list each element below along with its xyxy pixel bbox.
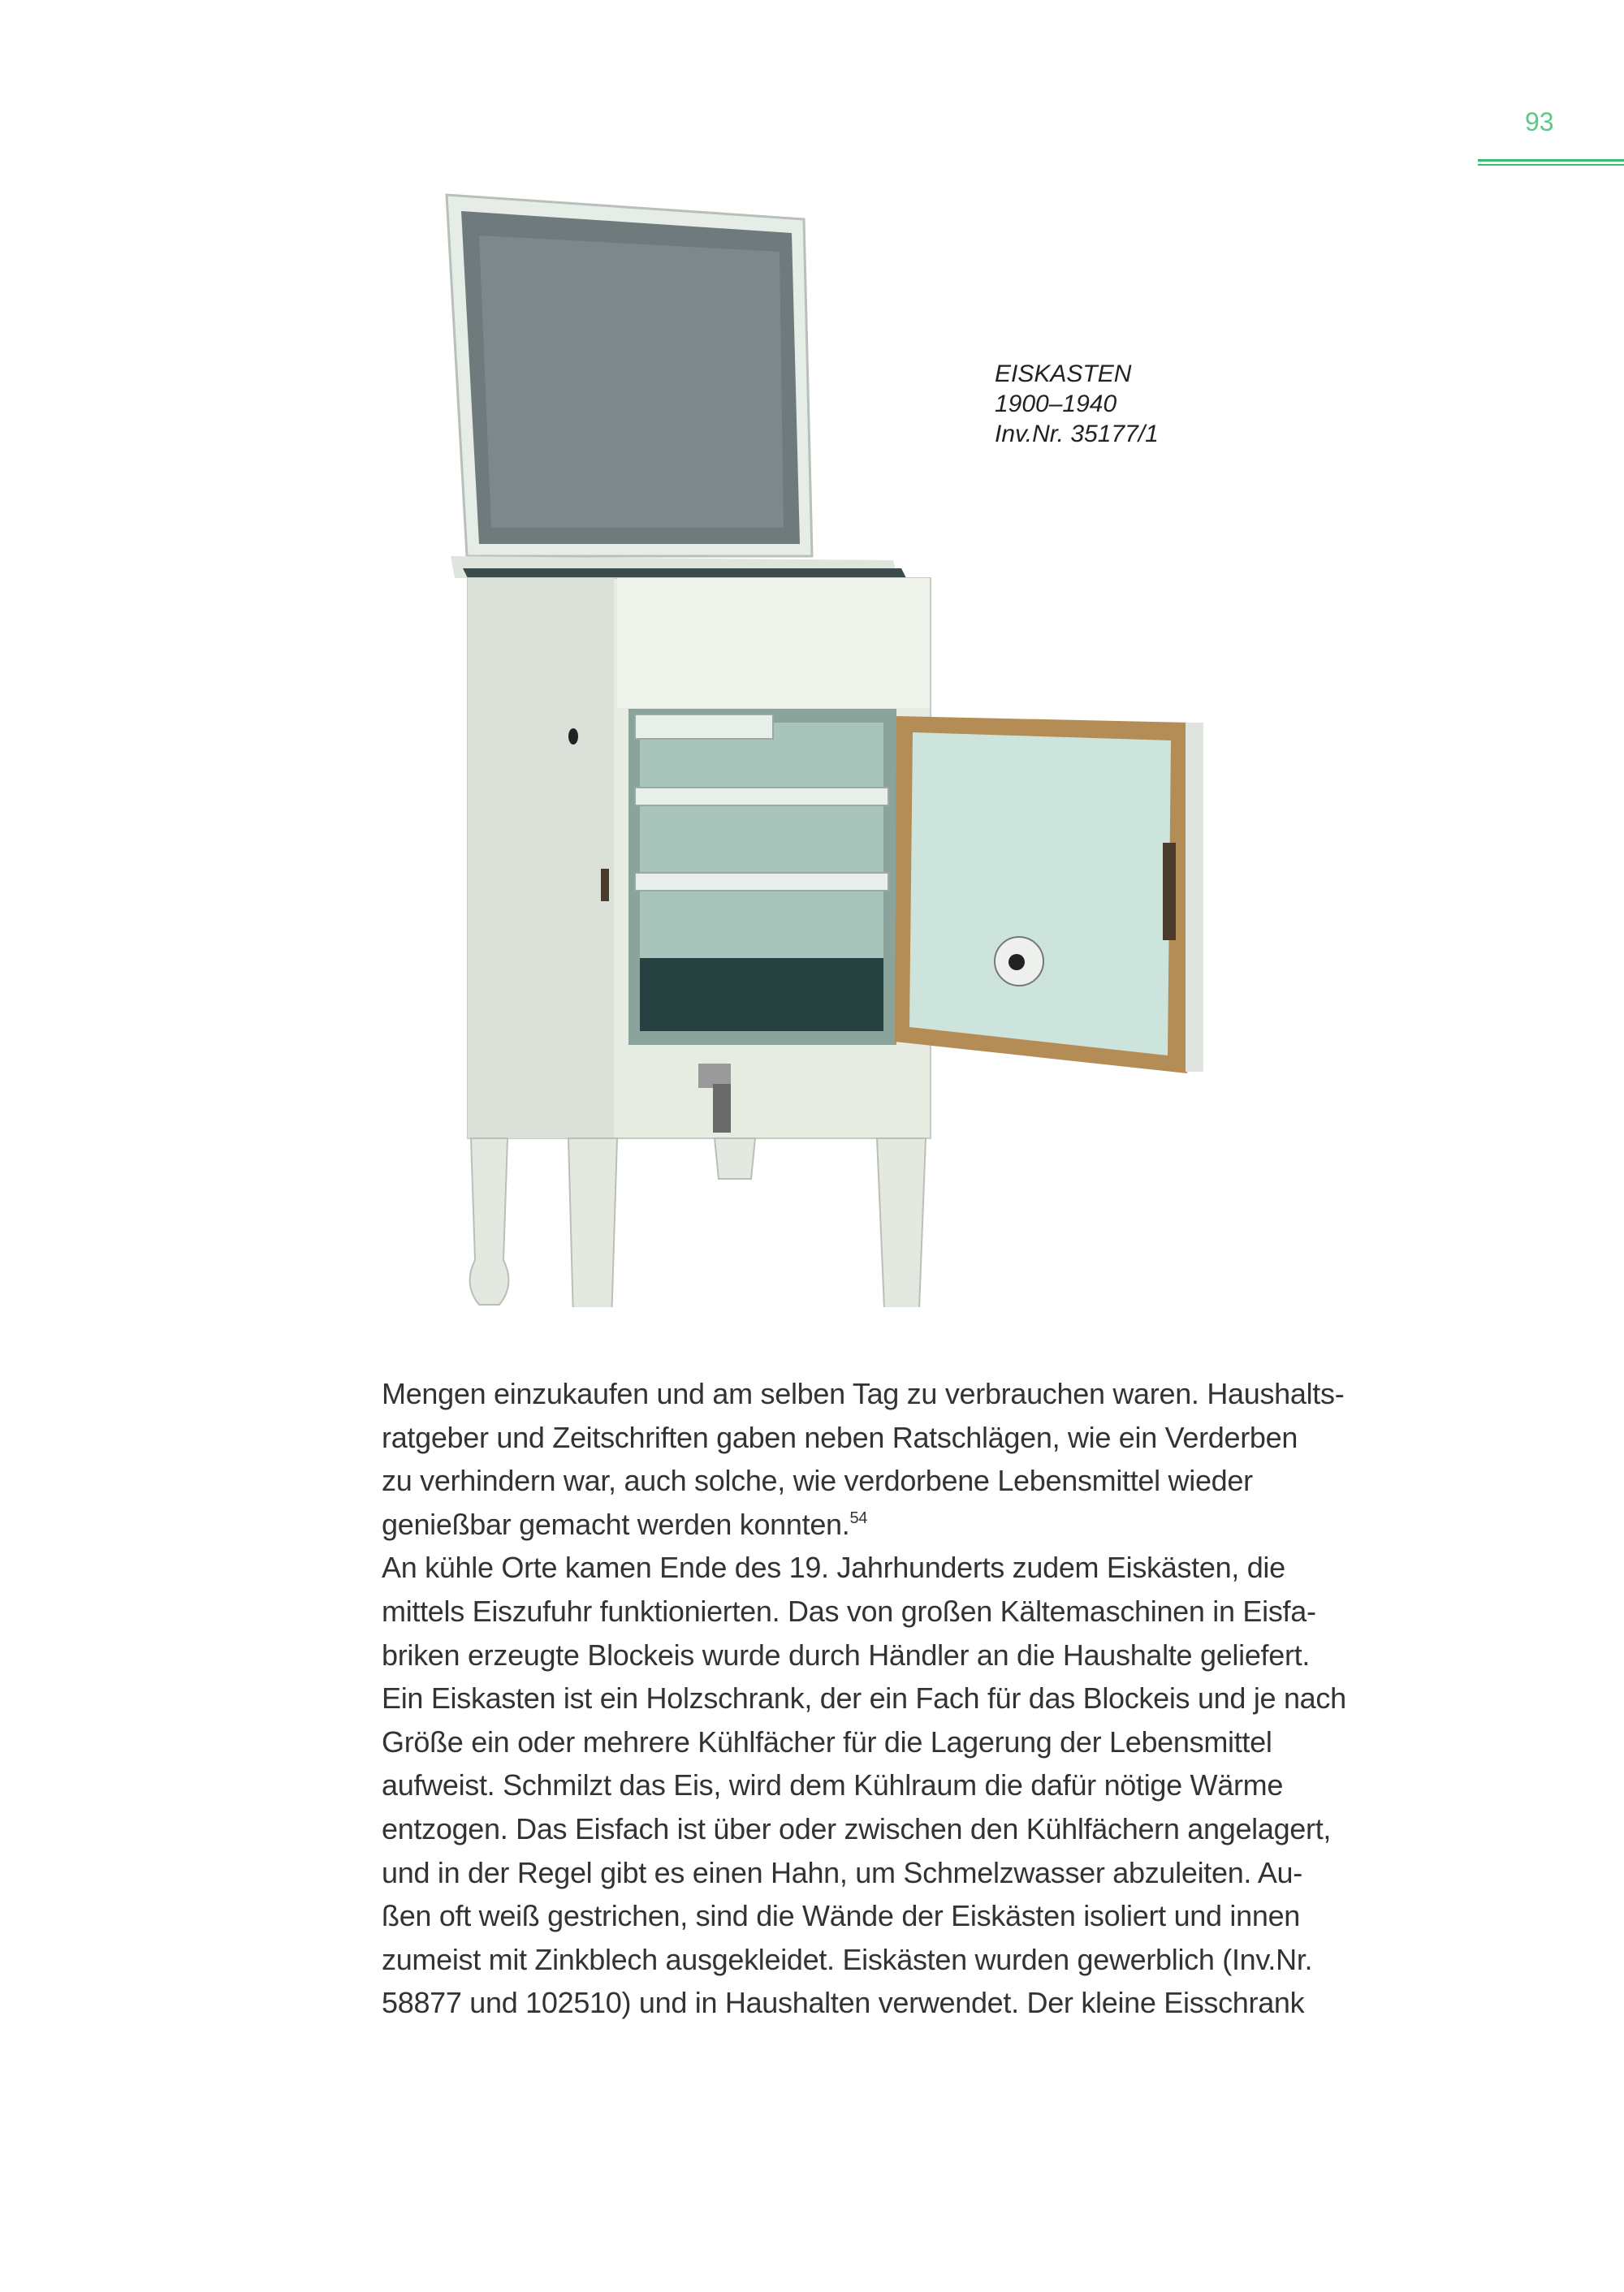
footnote-reference[interactable]: 54 [849,1509,868,1527]
body-line: genießbar gemacht werden konnten. [382,1507,850,1541]
body-line: briken erzeugte Blockeis wurde durch Händler an die Haushalte geliefert. [382,1638,1311,1672]
body-line: und in der Regel gibt es einen Hahn, um Schmelzwasser abzuleiten. Au- [382,1855,1302,1889]
body-line: ßen oft weiß gestrichen, sind die Wände der Eiskästen isoliert und innen [382,1899,1301,1933]
body-line: 58877 und 102510) und in Haushalten verwendet. Der kleine Eisschrank [382,1986,1305,2020]
body-line: entzogen. Das Eisfach ist über oder zwischen den Kühlfächern angelagert, [382,1811,1332,1845]
header-rule-secondary [1478,164,1624,166]
image-caption [995,359,1159,449]
body-line: zumeist mit Zinkblech ausgekleidet. Eiskästen wurden gewerblich (Inv.Nr. [382,1942,1313,1976]
page-number: 93 [1525,107,1554,136]
body-line: zu verhindern war, auch solche, wie verdorbene Lebensmittel wieder [382,1464,1253,1498]
body-line: Größe ein oder mehrere Kühlfächer für die Lagerung der Lebensmittel [382,1724,1272,1759]
body-line-with-footnote [382,1503,1470,1547]
caption-inventory: Inv.Nr. 35177/1 [995,421,1159,447]
caption-title: EISKASTEN [995,360,1132,387]
body-text [382,1372,1470,2025]
body-line: Mengen einzukaufen und am selben Tag zu verbrauchen waren. Haushalts- [382,1377,1345,1410]
body-line: ratgeber und Zeitschriften gaben neben Ratschlägen, wie ein Verderben [382,1420,1298,1454]
icebox-photo [422,187,1218,1307]
body-line: mittels Eiszufuhr funktionierten. Das von großen Kältemaschinen in Eisfa- [382,1594,1316,1628]
header-rule [1478,159,1624,162]
caption-date: 1900–1940 [995,391,1117,417]
body-line: An kühle Orte kamen Ende des 19. Jahrhunderts zudem Eiskästen, die [382,1551,1285,1585]
body-line: Ein Eiskasten ist ein Holzschrank, der ein Fach für das Blockeis und je nach [382,1681,1346,1716]
body-line: aufweist. Schmilzt das Eis, wird dem Kühlraum die dafür nötige Wärme [382,1768,1284,1802]
